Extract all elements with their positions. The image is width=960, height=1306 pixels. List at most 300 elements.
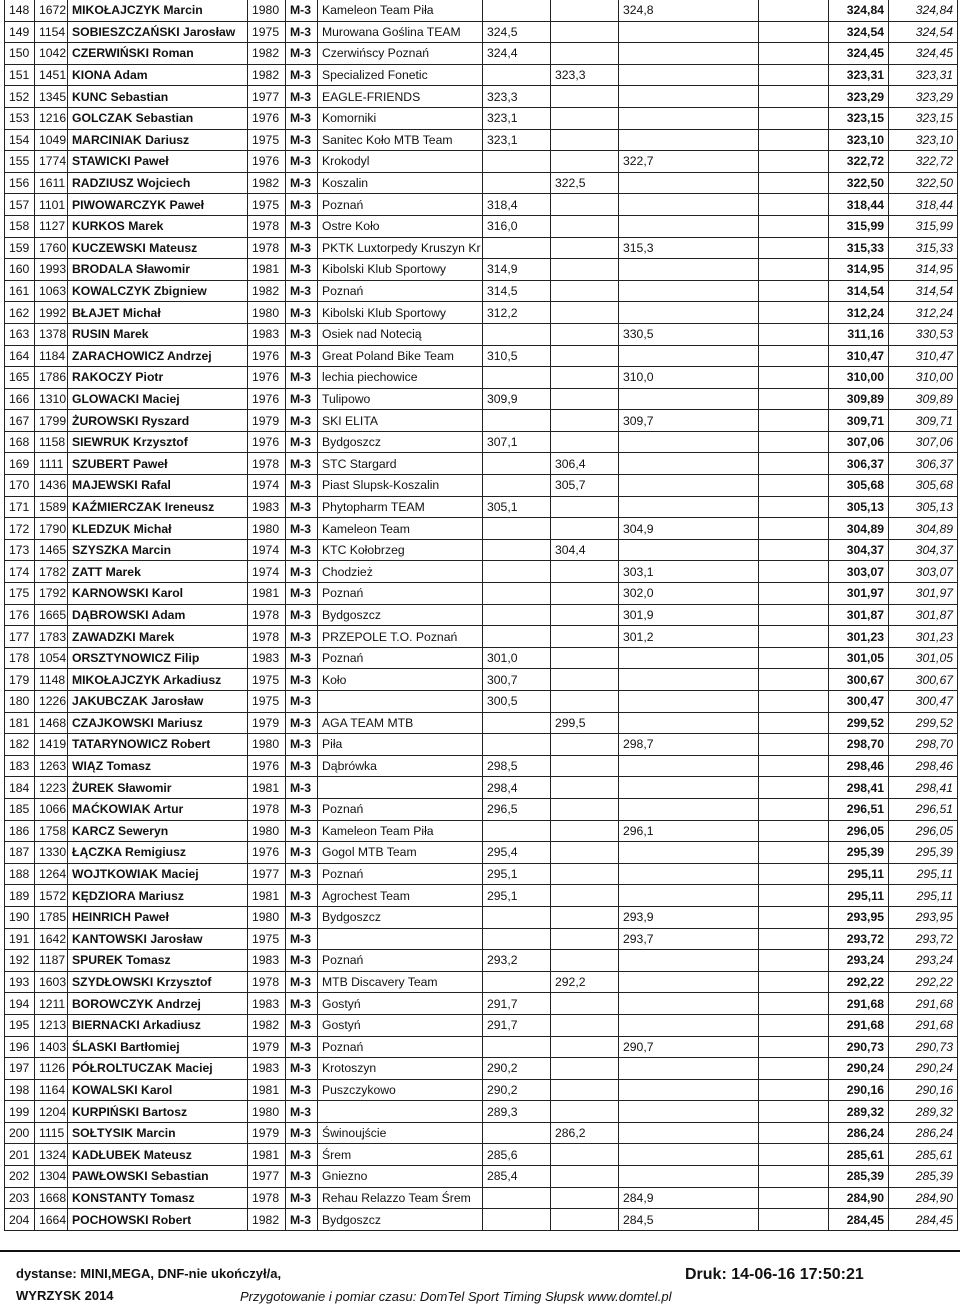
cell-points-italic: 290,73: [889, 1036, 958, 1058]
cell-team: Koło: [318, 669, 483, 691]
cell-name: SOBIESZCZAŃSKI Jarosław: [68, 21, 248, 43]
cell-place: 157: [5, 194, 35, 216]
cell-year: 1981: [248, 583, 286, 605]
table-row: [5, 863, 958, 885]
cell-team: Poznań: [318, 798, 483, 820]
table-row: [5, 172, 958, 194]
cell-start-number: 1213: [35, 1014, 68, 1036]
cell-place: 152: [5, 86, 35, 108]
cell-time-1: [483, 151, 551, 173]
cell-team: Bydgoszcz: [318, 906, 483, 928]
cell-time-3: 322,7: [619, 151, 759, 173]
table-row: [5, 820, 958, 842]
cell-time-1: 290,2: [483, 1079, 551, 1101]
cell-time-4: [759, 431, 829, 453]
cell-year: 1981: [248, 1144, 286, 1166]
cell-team: Poznań: [318, 647, 483, 669]
cell-time-4: [759, 734, 829, 756]
cell-time-2: [551, 842, 619, 864]
cell-start-number: 1126: [35, 1058, 68, 1080]
cell-time-2: [551, 1058, 619, 1080]
cell-year: 1980: [248, 734, 286, 756]
cell-points: 298,41: [829, 777, 889, 799]
cell-year: 1978: [248, 1187, 286, 1209]
cell-points-italic: 322,50: [889, 172, 958, 194]
cell-year: 1977: [248, 863, 286, 885]
cell-category: M-3: [286, 647, 318, 669]
cell-team: Piła: [318, 734, 483, 756]
cell-category: M-3: [286, 691, 318, 713]
cell-points-italic: 323,29: [889, 86, 958, 108]
cell-start-number: 1603: [35, 971, 68, 993]
cell-place: 149: [5, 21, 35, 43]
cell-category: M-3: [286, 129, 318, 151]
cell-time-1: 289,3: [483, 1101, 551, 1123]
cell-points-italic: 299,52: [889, 712, 958, 734]
cell-category: M-3: [286, 734, 318, 756]
cell-place: 168: [5, 431, 35, 453]
table-row: [5, 323, 958, 345]
cell-time-1: 312,2: [483, 302, 551, 324]
cell-year: 1982: [248, 43, 286, 65]
cell-category: M-3: [286, 323, 318, 345]
cell-start-number: 1378: [35, 323, 68, 345]
cell-category: M-3: [286, 950, 318, 972]
cell-start-number: 1204: [35, 1101, 68, 1123]
cell-time-1: [483, 604, 551, 626]
cell-time-4: [759, 1014, 829, 1036]
cell-time-2: [551, 561, 619, 583]
cell-time-3: [619, 842, 759, 864]
cell-time-4: [759, 0, 829, 21]
cell-points: 323,29: [829, 86, 889, 108]
table-row: [5, 647, 958, 669]
cell-time-3: [619, 669, 759, 691]
cell-points: 285,39: [829, 1166, 889, 1188]
cell-name: GOLCZAK Sebastian: [68, 107, 248, 129]
cell-time-3: [619, 863, 759, 885]
cell-time-4: [759, 777, 829, 799]
cell-time-1: 318,4: [483, 194, 551, 216]
cell-category: M-3: [286, 1036, 318, 1058]
cell-category: M-3: [286, 820, 318, 842]
cell-category: M-3: [286, 194, 318, 216]
table-row: [5, 712, 958, 734]
cell-category: M-3: [286, 453, 318, 475]
cell-team: Rehau Relazzo Team Śrem: [318, 1187, 483, 1209]
cell-time-3: [619, 280, 759, 302]
cell-points-italic: 304,89: [889, 518, 958, 540]
cell-place: 159: [5, 237, 35, 259]
cell-time-2: 286,2: [551, 1122, 619, 1144]
cell-name: ŻUREK Sławomir: [68, 777, 248, 799]
cell-team: Kameleon Team Piła: [318, 820, 483, 842]
cell-category: M-3: [286, 798, 318, 820]
cell-start-number: 1324: [35, 1144, 68, 1166]
cell-category: M-3: [286, 367, 318, 389]
cell-points-italic: 286,24: [889, 1122, 958, 1144]
cell-place: 166: [5, 388, 35, 410]
cell-year: 1978: [248, 798, 286, 820]
cell-year: 1976: [248, 755, 286, 777]
cell-points: 290,24: [829, 1058, 889, 1080]
cell-place: 200: [5, 1122, 35, 1144]
cell-category: M-3: [286, 496, 318, 518]
cell-time-4: [759, 1209, 829, 1231]
cell-time-4: [759, 755, 829, 777]
cell-team: Krokodyl: [318, 151, 483, 173]
cell-points: 322,72: [829, 151, 889, 173]
cell-time-3: 310,0: [619, 367, 759, 389]
cell-time-1: 324,4: [483, 43, 551, 65]
cell-year: 1974: [248, 561, 286, 583]
cell-time-3: [619, 1122, 759, 1144]
cell-start-number: 1066: [35, 798, 68, 820]
cell-name: MARCINIAK Dariusz: [68, 129, 248, 151]
cell-place: 204: [5, 1209, 35, 1231]
cell-time-4: [759, 1036, 829, 1058]
cell-start-number: 1790: [35, 518, 68, 540]
cell-category: M-3: [286, 64, 318, 86]
cell-points: 322,50: [829, 172, 889, 194]
cell-time-4: [759, 323, 829, 345]
cell-time-4: [759, 583, 829, 605]
table-row: [5, 1144, 958, 1166]
cell-name: ORSZTYNOWICZ Filip: [68, 647, 248, 669]
cell-time-2: [551, 885, 619, 907]
cell-time-1: [483, 539, 551, 561]
cell-year: 1983: [248, 993, 286, 1015]
cell-start-number: 1154: [35, 21, 68, 43]
cell-place: 198: [5, 1079, 35, 1101]
cell-time-1: [483, 410, 551, 432]
cell-points: 293,95: [829, 906, 889, 928]
cell-points-italic: 292,22: [889, 971, 958, 993]
table-row: [5, 388, 958, 410]
cell-name: MIKOŁAJCZYK Marcin: [68, 0, 248, 21]
cell-points-italic: 295,39: [889, 842, 958, 864]
cell-start-number: 1992: [35, 302, 68, 324]
cell-time-2: [551, 734, 619, 756]
table-row: [5, 259, 958, 281]
cell-start-number: 1758: [35, 820, 68, 842]
cell-start-number: 1216: [35, 107, 68, 129]
cell-category: M-3: [286, 561, 318, 583]
cell-time-2: [551, 107, 619, 129]
cell-time-2: [551, 647, 619, 669]
cell-time-1: [483, 1209, 551, 1231]
cell-time-2: [551, 604, 619, 626]
table-row: [5, 453, 958, 475]
cell-place: 171: [5, 496, 35, 518]
table-row: [5, 496, 958, 518]
cell-points: 311,16: [829, 323, 889, 345]
cell-team: [318, 777, 483, 799]
cell-start-number: 1799: [35, 410, 68, 432]
cell-time-4: [759, 906, 829, 928]
cell-year: 1981: [248, 777, 286, 799]
cell-team: Gogol MTB Team: [318, 842, 483, 864]
table-row: [5, 194, 958, 216]
cell-name: TATARYNOWICZ Robert: [68, 734, 248, 756]
cell-points: 295,39: [829, 842, 889, 864]
cell-category: M-3: [286, 86, 318, 108]
cell-points: 291,68: [829, 993, 889, 1015]
cell-time-3: [619, 194, 759, 216]
cell-team: Murowana Goślina TEAM: [318, 21, 483, 43]
cell-time-1: 305,1: [483, 496, 551, 518]
cell-year: 1980: [248, 0, 286, 21]
cell-time-3: [619, 712, 759, 734]
cell-place: 158: [5, 215, 35, 237]
cell-time-4: [759, 215, 829, 237]
cell-time-2: [551, 755, 619, 777]
cell-time-3: 315,3: [619, 237, 759, 259]
cell-team: Gniezno: [318, 1166, 483, 1188]
footer-legend: dystanse: MINI,MEGA, DNF-nie ukończył/a,: [16, 1266, 282, 1281]
cell-time-3: [619, 302, 759, 324]
cell-points: 301,23: [829, 626, 889, 648]
cell-points: 292,22: [829, 971, 889, 993]
cell-time-4: [759, 1101, 829, 1123]
cell-team: MTB Discavery Team: [318, 971, 483, 993]
cell-place: 190: [5, 906, 35, 928]
cell-place: 174: [5, 561, 35, 583]
cell-points: 301,97: [829, 583, 889, 605]
cell-year: 1976: [248, 367, 286, 389]
cell-start-number: 1468: [35, 712, 68, 734]
cell-time-1: 310,5: [483, 345, 551, 367]
cell-time-2: [551, 345, 619, 367]
table-row: [5, 1058, 958, 1080]
cell-category: M-3: [286, 1079, 318, 1101]
cell-time-1: 291,7: [483, 993, 551, 1015]
cell-time-4: [759, 367, 829, 389]
cell-name: KOWALSKI Karol: [68, 1079, 248, 1101]
cell-points-italic: 324,84: [889, 0, 958, 21]
cell-team: Kameleon Team: [318, 518, 483, 540]
cell-start-number: 1263: [35, 755, 68, 777]
cell-time-1: [483, 626, 551, 648]
cell-time-4: [759, 280, 829, 302]
cell-start-number: 1672: [35, 0, 68, 21]
cell-start-number: 1164: [35, 1079, 68, 1101]
cell-time-2: [551, 431, 619, 453]
cell-category: M-3: [286, 43, 318, 65]
cell-category: M-3: [286, 755, 318, 777]
cell-place: 181: [5, 712, 35, 734]
cell-year: 1981: [248, 1079, 286, 1101]
cell-name: RAKOCZY Piotr: [68, 367, 248, 389]
cell-team: lechia piechowice: [318, 367, 483, 389]
cell-points: 293,24: [829, 950, 889, 972]
cell-name: KIONA Adam: [68, 64, 248, 86]
cell-time-2: 306,4: [551, 453, 619, 475]
cell-time-4: [759, 1166, 829, 1188]
cell-time-3: [619, 993, 759, 1015]
cell-time-3: [619, 475, 759, 497]
cell-category: M-3: [286, 475, 318, 497]
cell-points: 295,11: [829, 863, 889, 885]
cell-name: RUSIN Marek: [68, 323, 248, 345]
table-row: [5, 539, 958, 561]
cell-place: 192: [5, 950, 35, 972]
cell-place: 164: [5, 345, 35, 367]
cell-year: 1976: [248, 345, 286, 367]
cell-points: 310,47: [829, 345, 889, 367]
cell-points-italic: 323,10: [889, 129, 958, 151]
cell-points-italic: 291,68: [889, 993, 958, 1015]
cell-start-number: 1042: [35, 43, 68, 65]
cell-place: 203: [5, 1187, 35, 1209]
cell-name: WIĄZ Tomasz: [68, 755, 248, 777]
cell-team: EAGLE-FRIENDS: [318, 86, 483, 108]
table-row: [5, 1209, 958, 1231]
cell-time-2: [551, 0, 619, 21]
cell-place: 194: [5, 993, 35, 1015]
cell-team: Agrochest Team: [318, 885, 483, 907]
cell-time-3: 284,9: [619, 1187, 759, 1209]
cell-name: KURPIŃSKI Bartosz: [68, 1101, 248, 1123]
cell-points-italic: 315,99: [889, 215, 958, 237]
cell-team: Ostre Koło: [318, 215, 483, 237]
cell-time-2: [551, 626, 619, 648]
cell-time-2: 322,5: [551, 172, 619, 194]
cell-name: BRODALA Sławomir: [68, 259, 248, 281]
results-body: [5, 0, 958, 1230]
cell-time-4: [759, 798, 829, 820]
cell-category: M-3: [286, 1122, 318, 1144]
cell-time-2: [551, 993, 619, 1015]
cell-year: 1983: [248, 496, 286, 518]
cell-time-3: [619, 691, 759, 713]
cell-name: KURKOS Marek: [68, 215, 248, 237]
cell-name: PÓŁROLTUCZAK Maciej: [68, 1058, 248, 1080]
cell-points-italic: 315,33: [889, 237, 958, 259]
cell-year: 1978: [248, 626, 286, 648]
cell-category: M-3: [286, 842, 318, 864]
cell-time-2: [551, 194, 619, 216]
cell-start-number: 1345: [35, 86, 68, 108]
table-row: [5, 518, 958, 540]
cell-points: 286,24: [829, 1122, 889, 1144]
cell-team: Osiek nad Notecią: [318, 323, 483, 345]
cell-time-3: [619, 43, 759, 65]
cell-year: 1978: [248, 453, 286, 475]
cell-start-number: 1436: [35, 475, 68, 497]
cell-points: 314,95: [829, 259, 889, 281]
cell-place: 185: [5, 798, 35, 820]
cell-year: 1982: [248, 280, 286, 302]
cell-team: Poznań: [318, 194, 483, 216]
cell-category: M-3: [286, 993, 318, 1015]
cell-team: Gostyń: [318, 1014, 483, 1036]
cell-time-4: [759, 237, 829, 259]
cell-time-1: 301,0: [483, 647, 551, 669]
cell-time-2: 323,3: [551, 64, 619, 86]
cell-time-2: [551, 906, 619, 928]
cell-time-1: [483, 1036, 551, 1058]
table-row: [5, 107, 958, 129]
cell-time-4: [759, 1144, 829, 1166]
cell-year: 1978: [248, 215, 286, 237]
cell-time-4: [759, 1058, 829, 1080]
cell-time-1: 298,5: [483, 755, 551, 777]
cell-start-number: 1049: [35, 129, 68, 151]
cell-start-number: 1668: [35, 1187, 68, 1209]
cell-time-3: [619, 259, 759, 281]
cell-team: Piast Slupsk-Koszalin: [318, 475, 483, 497]
cell-time-3: [619, 64, 759, 86]
cell-time-1: [483, 561, 551, 583]
cell-name: GLOWACKI Maciej: [68, 388, 248, 410]
cell-time-4: [759, 820, 829, 842]
cell-time-3: [619, 215, 759, 237]
cell-points-italic: 285,61: [889, 1144, 958, 1166]
cell-year: 1982: [248, 64, 286, 86]
cell-time-2: [551, 798, 619, 820]
cell-time-1: [483, 712, 551, 734]
cell-name: KADŁUBEK Mateusz: [68, 1144, 248, 1166]
cell-points: 318,44: [829, 194, 889, 216]
cell-year: 1978: [248, 604, 286, 626]
cell-points-italic: 324,54: [889, 21, 958, 43]
cell-points: 303,07: [829, 561, 889, 583]
cell-name: ŁĄCZKA Remigiusz: [68, 842, 248, 864]
cell-category: M-3: [286, 280, 318, 302]
cell-category: M-3: [286, 237, 318, 259]
cell-category: M-3: [286, 777, 318, 799]
cell-time-3: 309,7: [619, 410, 759, 432]
cell-name: BIERNACKI Arkadiusz: [68, 1014, 248, 1036]
cell-place: 193: [5, 971, 35, 993]
cell-time-1: [483, 906, 551, 928]
cell-time-2: [551, 215, 619, 237]
cell-points: 293,72: [829, 928, 889, 950]
cell-time-4: [759, 345, 829, 367]
cell-category: M-3: [286, 539, 318, 561]
cell-points: 309,89: [829, 388, 889, 410]
table-row: [5, 626, 958, 648]
cell-time-2: [551, 43, 619, 65]
cell-place: 155: [5, 151, 35, 173]
table-row: [5, 971, 958, 993]
cell-points-italic: 291,68: [889, 1014, 958, 1036]
table-row: [5, 86, 958, 108]
cell-team: Kibolski Klub Sportowy: [318, 259, 483, 281]
cell-name: ZATT Marek: [68, 561, 248, 583]
cell-points-italic: 295,11: [889, 885, 958, 907]
cell-year: 1975: [248, 21, 286, 43]
cell-points-italic: 284,90: [889, 1187, 958, 1209]
cell-category: M-3: [286, 863, 318, 885]
cell-time-3: [619, 798, 759, 820]
cell-time-4: [759, 302, 829, 324]
cell-time-1: [483, 453, 551, 475]
cell-year: 1979: [248, 1036, 286, 1058]
cell-team: Koszalin: [318, 172, 483, 194]
table-row: [5, 755, 958, 777]
cell-time-2: [551, 388, 619, 410]
cell-points-italic: 298,46: [889, 755, 958, 777]
table-row: [5, 129, 958, 151]
cell-place: 199: [5, 1101, 35, 1123]
cell-points-italic: 289,32: [889, 1101, 958, 1123]
cell-time-2: [551, 669, 619, 691]
cell-start-number: 1419: [35, 734, 68, 756]
cell-points-italic: 324,45: [889, 43, 958, 65]
cell-time-1: [483, 367, 551, 389]
